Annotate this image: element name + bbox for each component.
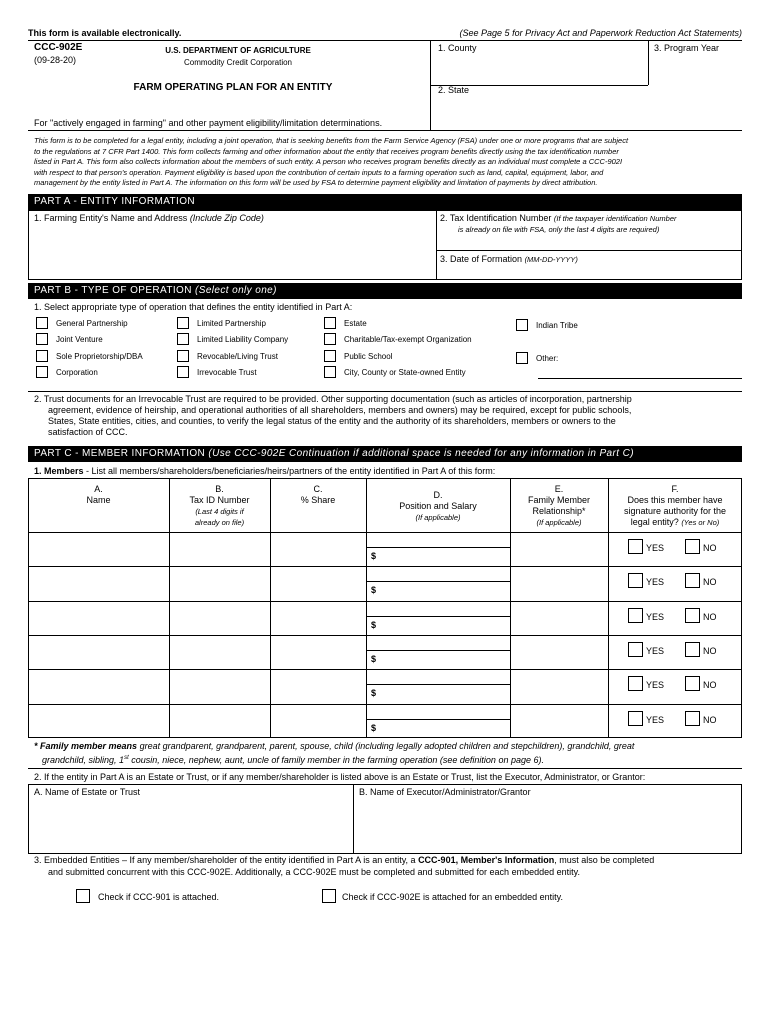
- signature-authority-no-label: NO: [703, 612, 717, 622]
- signature-authority-no-checkbox[interactable]: [685, 642, 700, 657]
- signature-authority-no-label: NO: [703, 715, 717, 725]
- type-sole-proprietorship-checkbox[interactable]: [36, 350, 48, 362]
- part-a-heading: PART A - ENTITY INFORMATION: [28, 194, 742, 210]
- member-position-field[interactable]: [369, 637, 507, 649]
- member-share-field[interactable]: [273, 672, 363, 700]
- formation-date-label: 3. Date of Formation (MM-DD-YYYY): [440, 254, 578, 264]
- member-salary-field[interactable]: [380, 549, 507, 563]
- type-llc-checkbox[interactable]: [177, 333, 189, 345]
- col-d-header: D. Position and Salary (If applicable): [399, 490, 477, 522]
- signature-authority-yes-checkbox[interactable]: [628, 676, 643, 691]
- table-row: [28, 532, 742, 566]
- col-a-header: A. Name: [86, 484, 111, 505]
- county-field[interactable]: [436, 54, 642, 82]
- member-name-field[interactable]: [31, 569, 167, 597]
- member-tax-id-field[interactable]: [172, 672, 268, 700]
- type-general-partnership-label: General Partnership: [56, 319, 128, 328]
- privacy-note: (See Page 5 for Privacy Act and Paperwork Reduction Act Statements): [459, 28, 742, 38]
- type-revocable-trust-label: Revocable/Living Trust: [197, 352, 278, 361]
- type-charitable-org-checkbox[interactable]: [324, 333, 336, 345]
- dollar-sign: $: [371, 620, 377, 630]
- type-other-label: Other:: [536, 354, 559, 363]
- entity-name-address-field[interactable]: [32, 226, 432, 276]
- type-corporation-label: Corporation: [56, 368, 98, 377]
- member-name-field[interactable]: [31, 638, 167, 666]
- part-b-heading: PART B - TYPE OF OPERATION (Select only one): [28, 283, 742, 299]
- col-b-header: B. Tax ID Number (Last 4 digits if already on file): [189, 484, 250, 527]
- type-charitable-org-label: Charitable/Tax-exempt Organization: [344, 335, 472, 344]
- other-type-field[interactable]: [562, 364, 738, 378]
- signature-authority-no-label: NO: [703, 680, 717, 690]
- ccc-902e-attached-label: Check if CCC-902E is attached for an embedded entity.: [342, 892, 563, 902]
- member-share-field[interactable]: [273, 569, 363, 597]
- member-salary-field[interactable]: [380, 618, 507, 632]
- county-label: 1. County: [438, 43, 477, 53]
- type-limited-partnership-checkbox[interactable]: [177, 317, 189, 329]
- member-share-field[interactable]: [273, 638, 363, 666]
- type-revocable-trust-checkbox[interactable]: [177, 350, 189, 362]
- member-salary-field[interactable]: [380, 583, 507, 597]
- purpose-text: For "actively engaged in farming" and other payment eligibility/limitation determinations.: [34, 118, 383, 128]
- member-tax-id-field[interactable]: [172, 604, 268, 632]
- signature-authority-no-label: NO: [703, 543, 717, 553]
- member-relationship-field[interactable]: [512, 535, 606, 563]
- family-member-note: * Family member means great grandparent, grandparent, parent, spouse, child (including legally adopted children and stepchildren), grandchild, great grandchild, sibling, 1st cousin, niece, nephew, aunt, uncle of family member in the farming operation (see definition on page 6).: [34, 741, 635, 765]
- table-row: [28, 635, 742, 669]
- member-relationship-field[interactable]: [512, 672, 606, 700]
- part-c-question-2: 2. If the entity in Part A is an Estate or Trust, or if any member/shareholder is listed above is an Estate or Trust, list the Executor, Administrator, or Grantor:: [34, 772, 646, 782]
- member-tax-id-field[interactable]: [172, 707, 268, 735]
- signature-authority-yes-checkbox[interactable]: [628, 711, 643, 726]
- member-share-field[interactable]: [273, 604, 363, 632]
- member-name-field[interactable]: [31, 707, 167, 735]
- type-estate-checkbox[interactable]: [324, 317, 336, 329]
- member-tax-id-field[interactable]: [172, 638, 268, 666]
- sub-agency-name: Commodity Credit Corporation: [183, 58, 293, 67]
- member-share-field[interactable]: [273, 707, 363, 735]
- member-salary-field[interactable]: [380, 721, 507, 735]
- member-tax-id-field[interactable]: [172, 569, 268, 597]
- type-irrevocable-trust-checkbox[interactable]: [177, 366, 189, 378]
- electronic-note: This form is available electronically.: [28, 28, 182, 38]
- dollar-sign: $: [371, 654, 377, 664]
- signature-authority-no-label: NO: [703, 577, 717, 587]
- signature-authority-yes-checkbox[interactable]: [628, 573, 643, 588]
- member-position-field[interactable]: [369, 534, 507, 546]
- member-position-field[interactable]: [369, 671, 507, 683]
- signature-authority-yes-checkbox[interactable]: [628, 642, 643, 657]
- dollar-sign: $: [371, 585, 377, 595]
- intro-paragraph: This form is to be completed for a legal entity, including a joint operation, that is seeking benefits from the Farm Service Agency (FSA) under one or more programs that are subject to the regulations at 7 CFR Part 1400. This form collects farming and other information about the entity that receives program benefits directly using the tax identification number listed in Part A. This form also collects information about the members of such entity. A person who receives program benefits directly as an individual must complete a CCC-902I with respect to that person's operation. Payment eligibility is based upon the contribution of certain inputs to a farming operation such as land, capital, equipment, labor, and management by the entity listed in Part A. The information on this form will be used by FSA to determine payment eligibility and limitation of payments by direct attribution.: [34, 136, 629, 187]
- signature-authority-yes-label: YES: [646, 680, 665, 690]
- members-instruction: 1. Members - List all members/shareholders/beneficiaries/heirs/partners of the entity identified in Part A of this form:: [34, 466, 496, 476]
- signature-authority-yes-label: YES: [646, 577, 665, 587]
- signature-authority-yes-checkbox[interactable]: [628, 539, 643, 554]
- part-b-question-2: 2. Trust documents for an Irrevocable Trust are required to be provided. Other supporting documentation (such as articles of incorporation, partnership agreement, evidence of heirship, and operational authorities of all shareholders, members and owners) may be required, except for public schools, States, State entities, cities, and counties, to verify the legal status of the entity and the authority of its shareholders, members or owners to the satisfaction of CCC.: [34, 394, 632, 437]
- state-field[interactable]: [436, 96, 736, 126]
- part-c-heading: PART C - MEMBER INFORMATION (Use CCC-902E Continuation if additional space is needed for any information in Part C): [28, 446, 742, 462]
- type-irrevocable-trust-label: Irrevocable Trust: [197, 368, 257, 377]
- dollar-sign: $: [371, 551, 377, 561]
- entity-name-label: 1. Farming Entity's Name and Address (Include Zip Code): [34, 213, 264, 223]
- page-title: FARM OPERATING PLAN FOR AN ENTITY: [133, 82, 333, 93]
- member-relationship-field[interactable]: [512, 569, 606, 597]
- state-label: 2. State: [438, 85, 470, 95]
- table-row: [28, 601, 742, 635]
- member-relationship-field[interactable]: [512, 638, 606, 666]
- type-sole-proprietorship-label: Sole Proprietorship/DBA: [56, 352, 143, 361]
- signature-authority-yes-label: YES: [646, 612, 665, 622]
- table-row: [28, 566, 742, 600]
- type-indian-tribe-checkbox[interactable]: [516, 319, 528, 331]
- executor-name-field[interactable]: [358, 800, 738, 850]
- signature-authority-no-checkbox[interactable]: [685, 711, 700, 726]
- part-c-question-3: 3. Embedded Entities – If any member/shareholder of the entity identified in Part A is an entity, a CCC-901, Member's Information, must also be completed and submitted concurrent with this CCC-902E. Additionally, a CCC-902E must be completed and submitted for each embedded entity.: [34, 855, 655, 877]
- tin-hint: is already on file with FSA, only the last 4 digits are required): [458, 225, 660, 234]
- signature-authority-no-label: NO: [703, 646, 717, 656]
- member-position-field[interactable]: [369, 603, 507, 615]
- member-position-field[interactable]: [369, 706, 507, 718]
- type-llc-label: Limited Liability Company: [197, 335, 289, 344]
- col-e-header: E. Family Member Relationship* (If applicable): [527, 484, 590, 527]
- member-relationship-field[interactable]: [512, 604, 606, 632]
- type-government-entity-label: City, County or State-owned Entity: [344, 368, 466, 377]
- type-public-school-checkbox[interactable]: [324, 350, 336, 362]
- member-name-field[interactable]: [31, 535, 167, 563]
- signature-authority-no-checkbox[interactable]: [685, 539, 700, 554]
- executor-name-label: B. Name of Executor/Administrator/Grantor: [359, 787, 531, 797]
- ccc-902e-attached-checkbox[interactable]: [322, 889, 336, 903]
- ccc-901-attached-checkbox[interactable]: [76, 889, 90, 903]
- formation-date-field[interactable]: [440, 265, 738, 278]
- signature-authority-no-checkbox[interactable]: [685, 676, 700, 691]
- member-share-field[interactable]: [273, 535, 363, 563]
- member-name-field[interactable]: [31, 604, 167, 632]
- ccc-901-attached-label: Check if CCC-901 is attached.: [98, 892, 220, 902]
- member-salary-field[interactable]: [380, 652, 507, 666]
- form-number: CCC-902E: [34, 42, 83, 53]
- form-date: (09-28-20): [34, 55, 77, 65]
- program-year-label: 3. Program Year: [654, 43, 720, 53]
- type-estate-label: Estate: [344, 319, 367, 328]
- signature-authority-yes-label: YES: [646, 715, 665, 725]
- dollar-sign: $: [371, 688, 377, 698]
- signature-authority-no-checkbox[interactable]: [685, 573, 700, 588]
- col-f-header: F. Does this member have signature authority for the legal entity? (Yes or No): [623, 484, 727, 527]
- type-indian-tribe-label: Indian Tribe: [536, 321, 578, 330]
- type-corporation-checkbox[interactable]: [36, 366, 48, 378]
- signature-authority-yes-label: YES: [646, 543, 665, 553]
- program-year-field[interactable]: [654, 54, 738, 82]
- estate-name-field[interactable]: [32, 800, 348, 850]
- type-joint-venture-checkbox[interactable]: [36, 333, 48, 345]
- tin-field[interactable]: [440, 235, 738, 248]
- signature-authority-yes-checkbox[interactable]: [628, 608, 643, 623]
- signature-authority-yes-label: YES: [646, 646, 665, 656]
- estate-name-label: A. Name of Estate or Trust: [34, 787, 141, 797]
- signature-authority-no-checkbox[interactable]: [685, 608, 700, 623]
- part-b-question-1: 1. Select appropriate type of operation that defines the entity identified in Part A:: [34, 302, 353, 312]
- type-limited-partnership-label: Limited Partnership: [197, 319, 266, 328]
- table-row: [28, 669, 742, 703]
- member-tax-id-field[interactable]: [172, 535, 268, 563]
- type-public-school-label: Public School: [344, 352, 393, 361]
- col-c-header: C. % Share: [300, 484, 336, 505]
- agency-name: U.S. DEPARTMENT OF AGRICULTURE: [165, 46, 311, 55]
- type-joint-venture-label: Joint Venture: [56, 335, 103, 344]
- type-general-partnership-checkbox[interactable]: [36, 317, 48, 329]
- member-name-field[interactable]: [31, 672, 167, 700]
- tin-label: 2. Tax Identification Number (If the taxpayer identification Number: [440, 213, 677, 223]
- member-position-field[interactable]: [369, 568, 507, 580]
- member-salary-field[interactable]: [380, 686, 507, 700]
- dollar-sign: $: [371, 723, 377, 733]
- table-row: [28, 704, 742, 738]
- member-relationship-field[interactable]: [512, 707, 606, 735]
- type-government-entity-checkbox[interactable]: [324, 366, 336, 378]
- type-other-checkbox[interactable]: [516, 352, 528, 364]
